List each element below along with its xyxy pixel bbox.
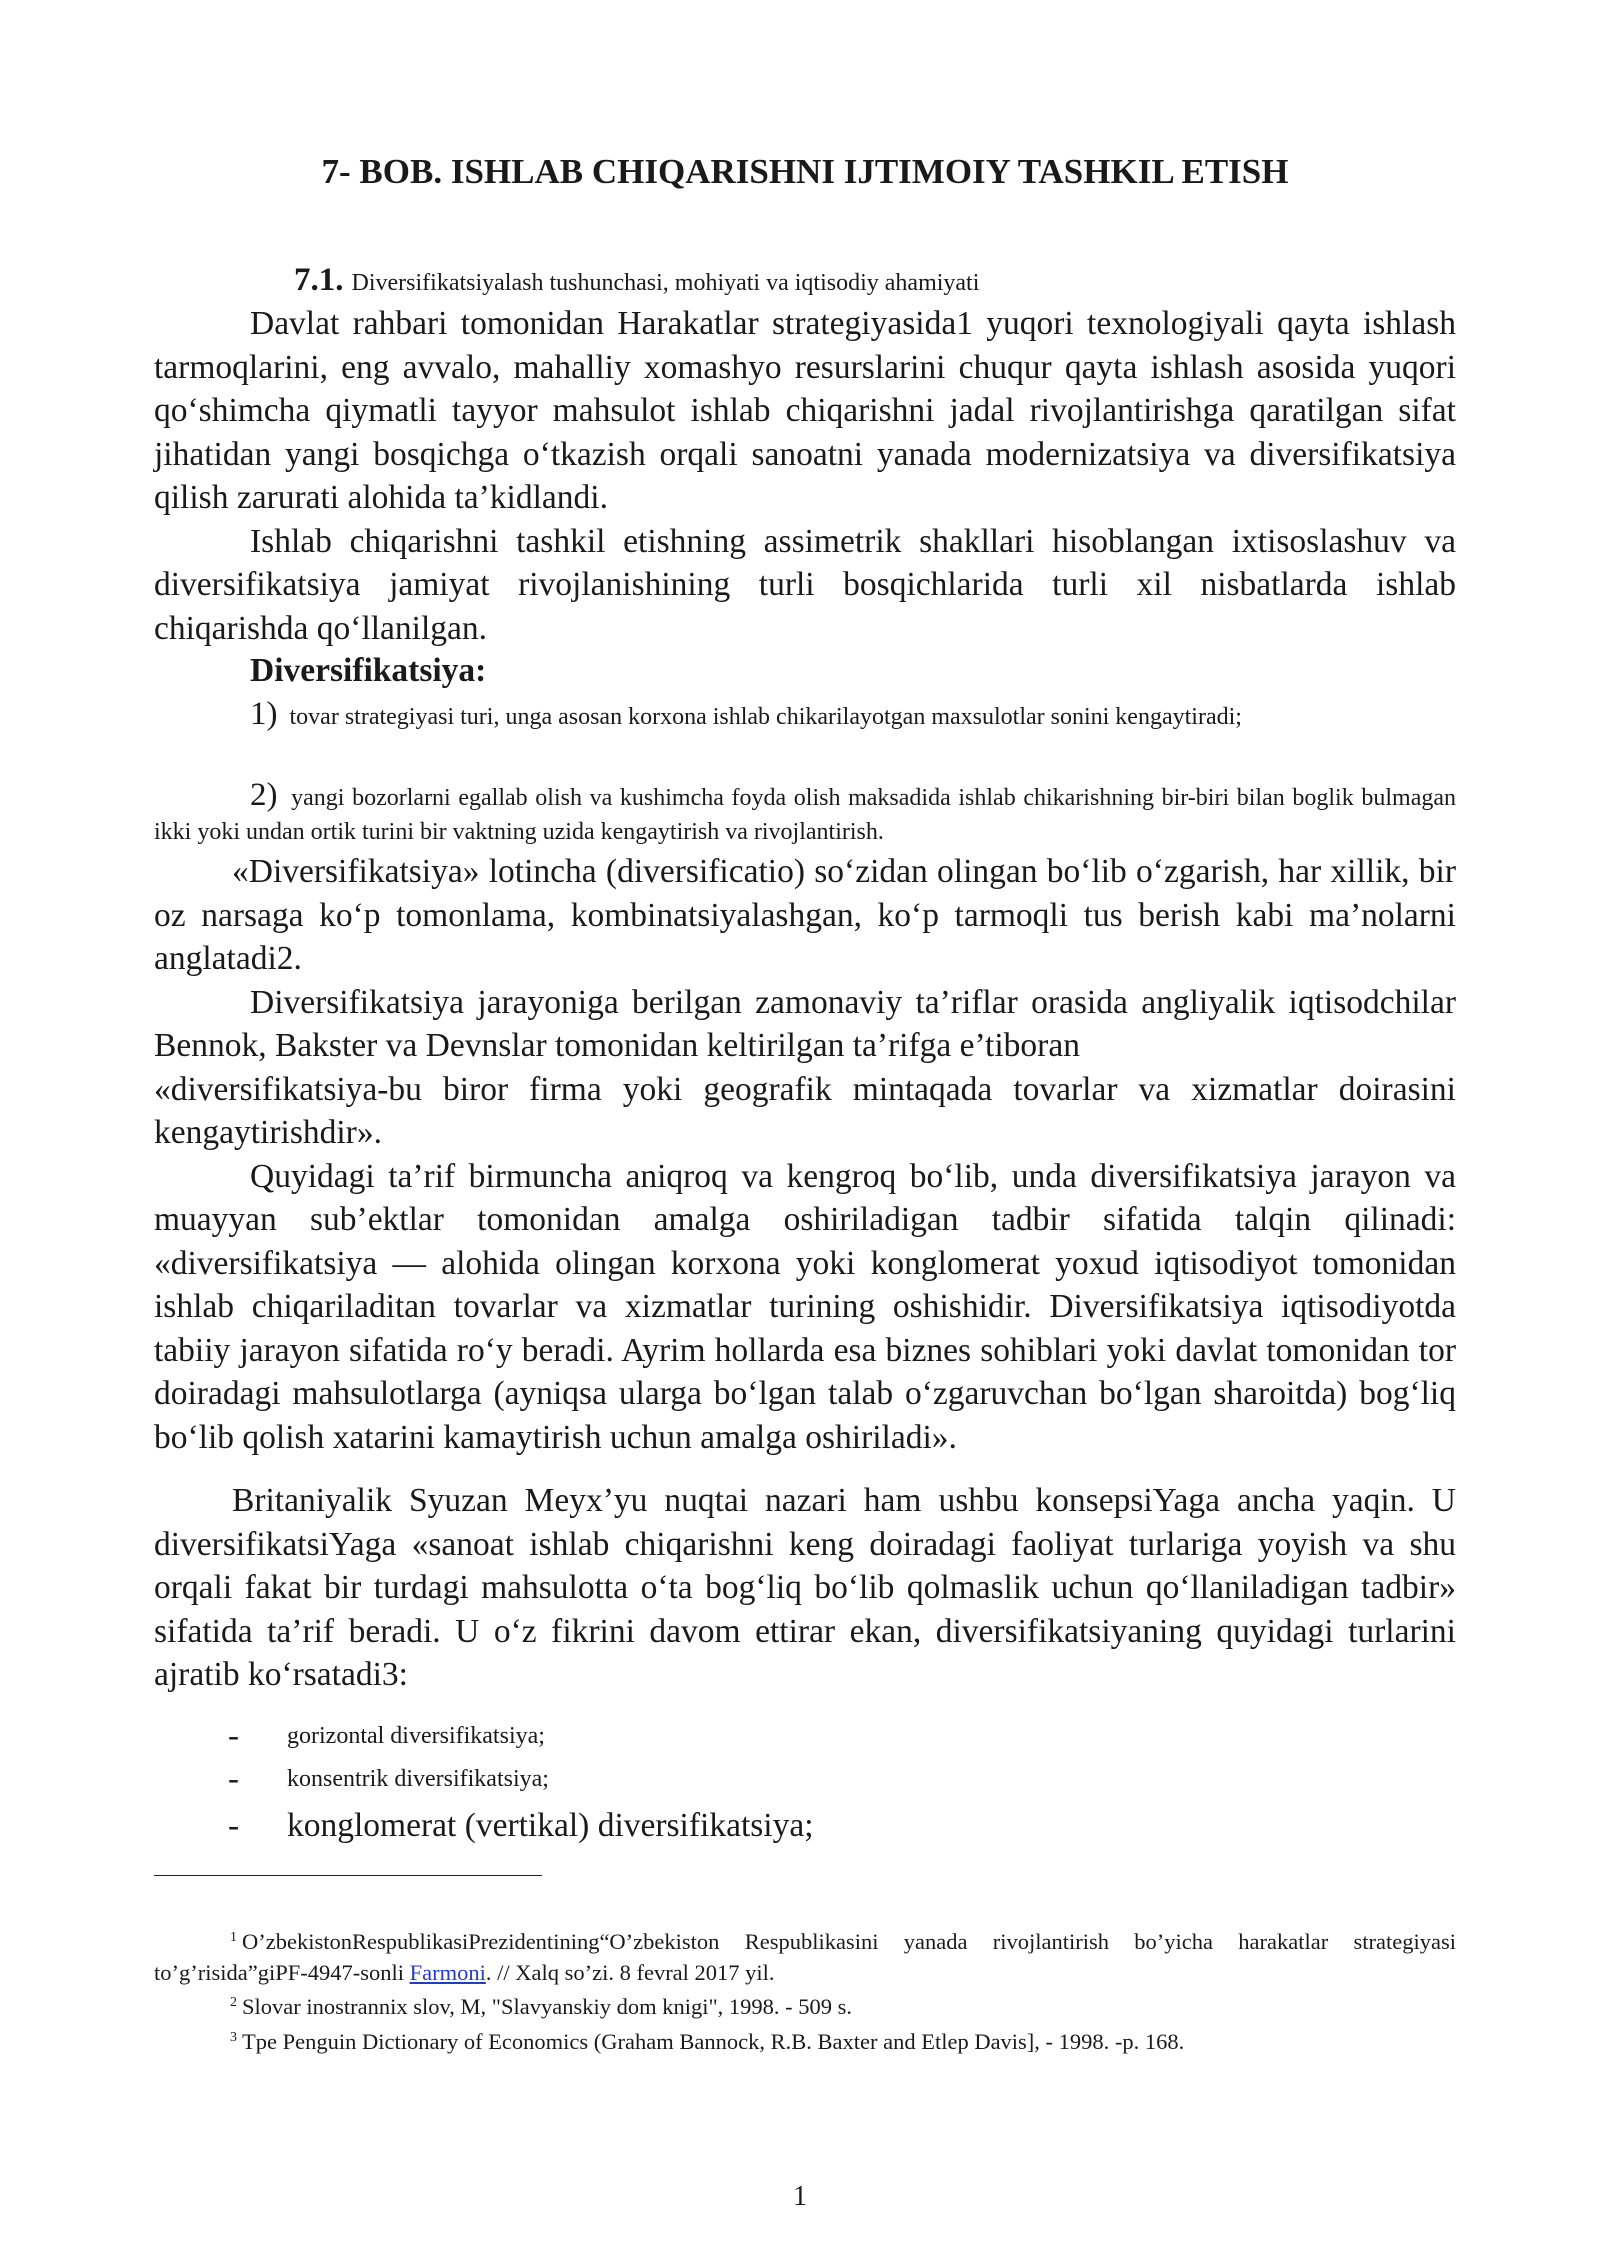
list-item xyxy=(154,1715,1456,1758)
diversification-heading: Diversifikatsiya: xyxy=(250,652,487,689)
numbered-item xyxy=(154,778,1456,849)
paragraph: «Diversifikatsiya» lotincha (diversificatio) so‘zidan olingan bo‘lib o‘zgarish, har xillik, bir oz narsaga ko‘p tomonlama, kombinatsiyalashgan, ko‘p tarmoqli tus berish kabi ma’nolarni anglatadi2. xyxy=(154,853,1456,977)
footnote-mark: 3 xyxy=(230,2029,237,2045)
footnote xyxy=(154,1988,1456,2023)
page-number: 1 xyxy=(793,2181,807,2212)
definitions-block xyxy=(154,850,1456,1459)
dash-marker: - xyxy=(228,1718,239,1754)
intro-block xyxy=(154,302,1456,650)
footnote-text: . // Xalq so’zi. 8 fevral 2017 yil. xyxy=(485,1959,775,1985)
list-item xyxy=(154,1758,1456,1801)
footnote-text: Slovar inostrannix slov, M, "Slavyanskiy dom knigi", 1998. - 509 s. xyxy=(242,1994,853,2019)
diversification-types-list xyxy=(154,1715,1456,1851)
list-item-text: konglomerat (vertikal) diversifikatsiya; xyxy=(287,1807,814,1844)
list-item-text: konsentrik diversifikatsiya; xyxy=(287,1766,549,1792)
paragraph: Diversifikatsiya jarayoniga berilgan zamonaviy ta’riflar orasida angliyalik iqtisodchilar Bennok, Bakster va Devnslar tomonidan keltirilgan ta’rifga e’tiboran xyxy=(154,983,1456,1064)
types-intro-block xyxy=(154,1479,1456,1697)
numbered-item xyxy=(154,697,1456,734)
footnotes xyxy=(154,1923,1456,2057)
item-text: tovar strategiyasi turi, unga asosan korxona ishlab chikarilayotgan maxsulotlar sonini kengaytiradi; xyxy=(289,704,1242,730)
farmoni-link[interactable]: Farmoni xyxy=(409,1959,486,1985)
list-item xyxy=(154,1801,1456,1851)
dash-marker: - xyxy=(228,1807,240,1844)
footnote-text: O’zbekistonRespublikasiPrezidentining“O’zbekiston Respublikasini yanada rivojlantirish bo’yicha harakatlar strategiyasi to’g’risida”giPF-4947-sonli xyxy=(154,1929,1456,1985)
section-heading xyxy=(294,262,979,299)
footnote-text: Tpe Penguin Dictionary of Economics (Graham Bannock, R.B. Baxter and Etlep Davis], - 1998. -p. 168. xyxy=(242,2028,1185,2054)
item-number: 2) xyxy=(250,777,278,813)
chapter-title: 7- BOB. ISHLAB CHIQARISHNI IJTIMOIY TASHKIL ETISH xyxy=(321,152,1289,191)
paragraph: «diversifikatsiya-bu biror firma yoki geografik mintaqada tovarlar va xizmatlar doirasini kengaytirishdir». xyxy=(154,1070,1456,1151)
footnote xyxy=(154,2023,1456,2058)
paragraph: Davlat rahbari tomonidan Harakatlar strategiyasida1 yuqori texnologiyali qayta ishlash tarmoqlarini, eng avvalo, mahalliy xomashyo resurslarini chuqur qayta ishlash asosida yuqori qo‘shimcha qiymatli tayyor mahsulot ishlab chiqarishni jadal rivojlantirishga qaratilgan sifat jihatidan yangi bosqichga o‘tkazish orqali sanoatni yanada modernizatsiya va diversifikatsiya qilish zarurati alohida ta’kidlandi. xyxy=(154,305,1456,516)
footnote xyxy=(154,1923,1456,1988)
paragraph: Quyidagi ta’rif birmuncha aniqroq va kengroq bo‘lib, unda diversifikatsiya jarayon va muayyan sub’ektlar tomonidan amalga oshiriladigan tadbir sifatida talqin qilinadi: «diversifikatsiya — alohida olingan korxona yoki konglomerat yoxud iqtisodiyot tomonidan ishlab chiqariladitan tovarlar va xizmatlar turining oshishidir. Diversifikatsiya iqtisodiyotda tabiiy jarayon sifatida ro‘y beradi. Ayrim hollarda esa biznes sohiblari yoki davlat tomonidan tor doiradagi mahsulotlarga (ayniqsa ularga bo‘lgan talab o‘zgaruvchan bo‘lgan sharoitda) bog‘liq bo‘lib qolish xatarini kamaytirish uchun amalga oshiriladi». xyxy=(154,1157,1456,1456)
footnote-mark: 2 xyxy=(230,1995,237,2010)
section-title: Diversifikatsiyalash tushunchasi, mohiyati va iqtisodiy ahamiyati xyxy=(351,270,980,296)
footnote-mark: 1 xyxy=(230,1930,237,1945)
item-number: 1) xyxy=(250,696,278,732)
item-text: yangi bozorlarni egallab olish va kushimcha foyda olish maksadida ishlab chikarishning bir-biri bilan boglik bulmagan ikki yoki undan ortik turini bir vaktning uzida kengaytirish va rivojlantirish. xyxy=(154,785,1456,845)
dash-marker: - xyxy=(228,1761,239,1797)
list-item-text: gorizontal diversifikatsiya; xyxy=(287,1723,545,1749)
paragraph: Britaniyalik Syuzan Meyx’yu nuqtai nazari ham ushbu konsepsiYaga ancha yaqin. U diversifikatsiYaga «sanoat ishlab chiqarishni keng doiradagi faoliyat turlariga yoyish va shu orqali fakat bir turdagi mahsulotta o‘ta bog‘liq bo‘lib qolmaslik uchun qo‘llaniladigan tadbir» sifatida ta’rif beradi. U o‘z fikrini davom ettirar ekan, diversifikatsiyaning quyidagi turlarini ajratib ko‘rsatadi3: xyxy=(154,1482,1456,1693)
footnote-separator xyxy=(154,1875,542,1876)
section-number: 7.1. xyxy=(294,262,344,298)
paragraph: Ishlab chiqarishni tashkil etishning assimetrik shakllari hisoblangan ixtisoslashuv va diversifikatsiya jamiyat rivojlanishining turli bosqichlarida turli xil nisbatlarda ishlab chiqarishda qo‘llanilgan. xyxy=(154,522,1456,647)
